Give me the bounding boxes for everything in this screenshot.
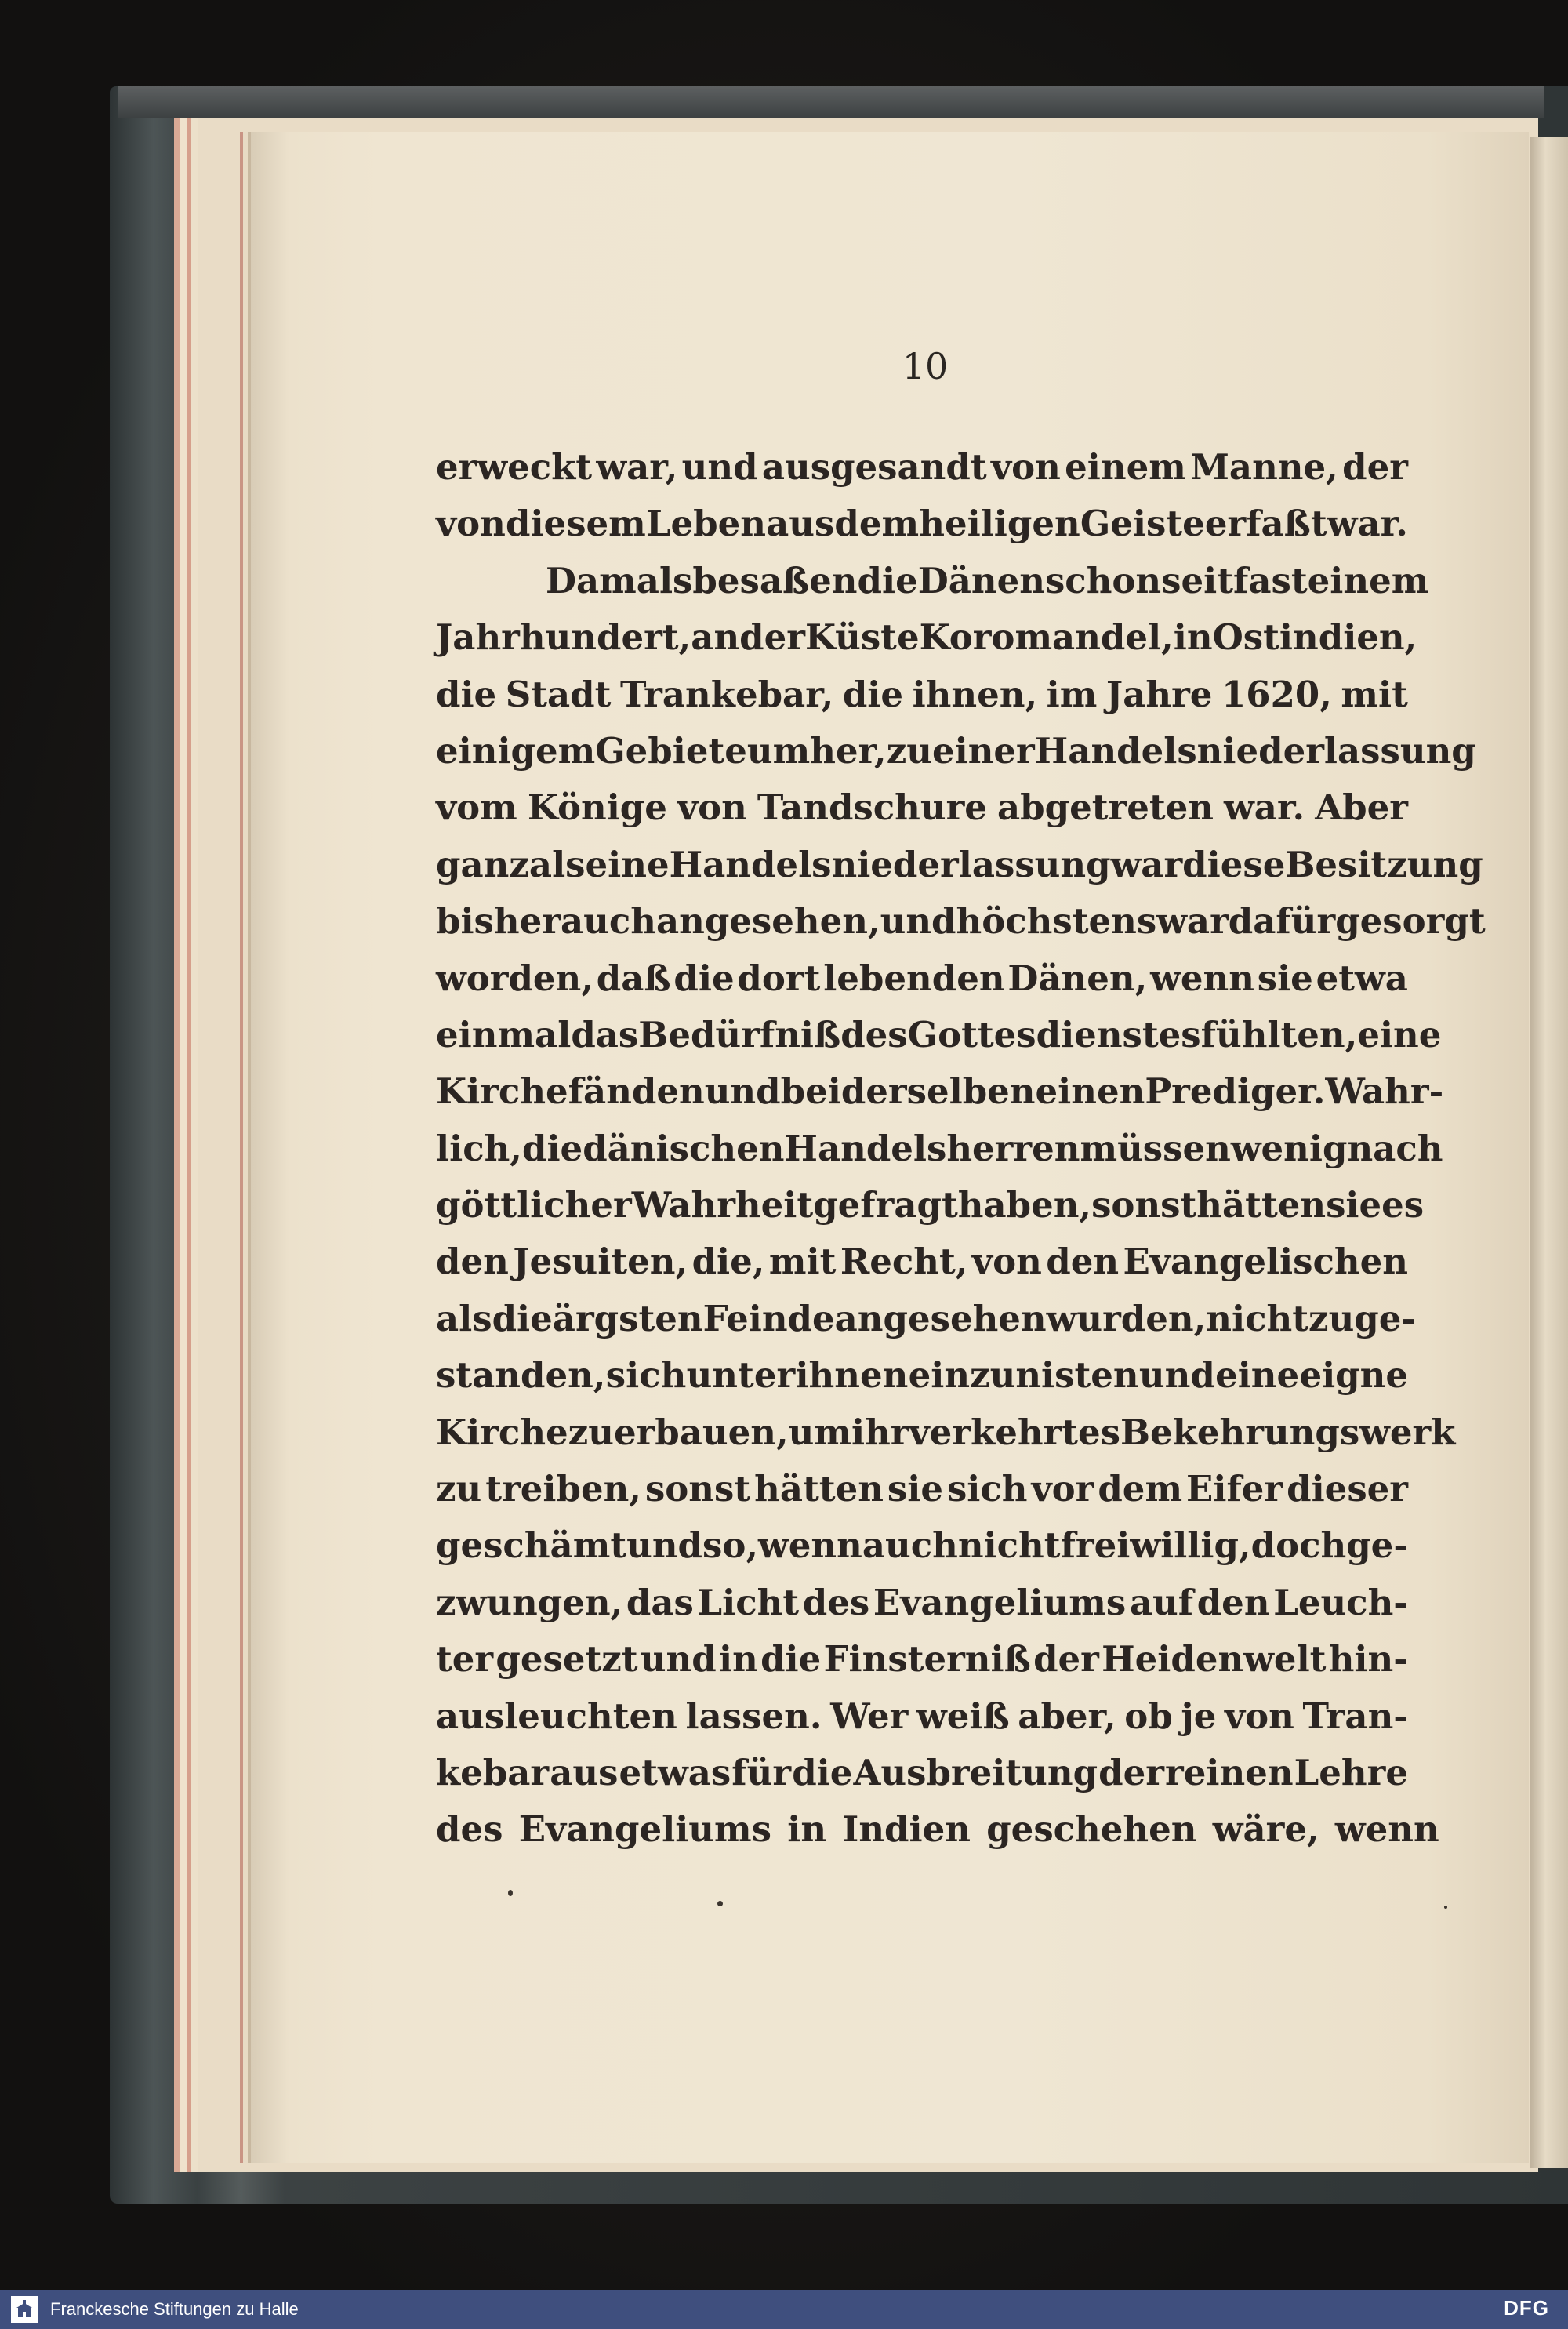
word: Könige — [527, 787, 667, 829]
word: nach — [1347, 1127, 1443, 1169]
word: dafür — [1228, 900, 1336, 943]
word: mit — [1341, 673, 1408, 715]
word: lich, — [436, 1127, 522, 1169]
word: ganz — [436, 843, 529, 885]
word: fast — [1233, 559, 1308, 601]
word: Kirche — [436, 1411, 568, 1453]
text-line — [436, 893, 1486, 950]
word: Ausbreitung — [853, 1751, 1098, 1793]
word: fänden — [568, 1070, 705, 1113]
word: von — [990, 446, 1061, 488]
text-line — [436, 1404, 1456, 1461]
word: sie — [1257, 957, 1313, 999]
word: von — [1224, 1695, 1294, 1737]
word: an — [691, 616, 740, 659]
word: zu — [886, 729, 932, 772]
word: als — [528, 843, 586, 885]
text-line — [436, 779, 1408, 836]
word: dem — [1098, 1468, 1183, 1510]
word: Handelsniederlassung — [1034, 729, 1476, 772]
word: vom — [436, 787, 517, 829]
text-line — [436, 1631, 1408, 1688]
text-line — [436, 1063, 1444, 1120]
word: die — [492, 1297, 553, 1339]
word: und — [640, 1638, 717, 1680]
text-line — [436, 1801, 1439, 1858]
text-line — [436, 723, 1476, 779]
book-cover-top-edge — [118, 86, 1544, 118]
word: ärgsten — [552, 1297, 703, 1339]
text-line — [436, 1234, 1408, 1290]
word: ter — [436, 1638, 494, 1680]
word: in — [787, 1808, 827, 1851]
word: Tran- — [1302, 1695, 1408, 1737]
word: des — [840, 1013, 908, 1055]
text-line — [436, 1461, 1408, 1517]
word: auf — [1129, 1581, 1194, 1623]
word: Handelsniederlassung — [669, 843, 1111, 885]
word: um — [788, 1411, 851, 1453]
word: ge- — [1346, 1524, 1408, 1567]
word: einem — [1065, 446, 1186, 488]
word: den — [1196, 1581, 1270, 1623]
word: Wahr- — [1325, 1070, 1444, 1113]
word: Kirche — [436, 1070, 568, 1113]
word: die — [857, 559, 918, 601]
word: angesehen — [834, 1297, 1047, 1339]
next-page-edge — [1530, 137, 1568, 2168]
word: für — [731, 1751, 792, 1793]
word: hätten — [1196, 1184, 1327, 1226]
word: Gottesdienstes — [907, 1013, 1201, 1055]
word: ihnen — [795, 1354, 909, 1397]
word: zuge- — [1308, 1297, 1417, 1339]
word: des — [802, 1581, 870, 1623]
word: göttlicher — [436, 1184, 632, 1226]
word: Gebiete — [595, 729, 747, 772]
word: Manne, — [1190, 446, 1338, 488]
word: sonst — [1091, 1184, 1197, 1226]
word: der — [1033, 1638, 1099, 1680]
word: die — [436, 673, 497, 715]
word: der — [739, 616, 805, 659]
word: die, — [691, 1241, 765, 1283]
word: ob — [1124, 1695, 1173, 1737]
word: eigne — [1299, 1354, 1408, 1397]
word: etwa — [1316, 957, 1408, 999]
word: abgetreten — [997, 787, 1214, 829]
word: in — [719, 1638, 758, 1680]
word: von — [971, 1241, 1042, 1283]
word: wurden, — [1046, 1297, 1207, 1339]
ink-speck — [508, 1890, 513, 1896]
word: wenn — [1150, 957, 1254, 999]
word: Jahrhundert, — [436, 616, 691, 659]
word: war — [1110, 843, 1183, 885]
word: geschämt — [436, 1524, 627, 1567]
word: Ostindien, — [1212, 616, 1417, 659]
word: im — [1046, 673, 1098, 715]
word: Eifer — [1186, 1468, 1283, 1510]
word: reinen — [1165, 1751, 1294, 1793]
word: eine — [1357, 1013, 1442, 1055]
word: Damals — [546, 559, 693, 601]
word: des — [436, 1808, 503, 1851]
word: lebenden — [823, 957, 1005, 999]
word: ihnen, — [912, 673, 1038, 715]
word: Jahre — [1105, 673, 1213, 715]
word: auch — [560, 900, 656, 943]
word: Lehre — [1294, 1751, 1408, 1793]
word: Finsterniß — [823, 1638, 1031, 1680]
word: angesehen, — [655, 900, 880, 943]
word: bei — [780, 1070, 841, 1113]
text-line — [436, 1347, 1408, 1404]
word: je — [1181, 1695, 1217, 1737]
word: schon — [1044, 559, 1162, 601]
word: freiwillig, — [1060, 1524, 1251, 1567]
word: Bedürfniß — [638, 1013, 841, 1055]
word: ausgesandt — [761, 446, 987, 488]
word: Geiste — [1080, 503, 1205, 545]
word: heiligen — [919, 503, 1080, 545]
institution-logo-icon — [11, 2296, 38, 2323]
word: von — [436, 503, 506, 545]
word: diese — [1182, 843, 1286, 885]
word: Leuch- — [1273, 1581, 1408, 1623]
word: als — [436, 1297, 492, 1339]
word: daß — [596, 957, 671, 999]
word: Dänen, — [1007, 957, 1148, 999]
ink-speck — [717, 1901, 723, 1906]
word: und — [681, 446, 758, 488]
word: seit — [1161, 559, 1234, 601]
word: das — [571, 1013, 639, 1055]
word: den — [1046, 1241, 1120, 1283]
word: die — [673, 957, 735, 999]
word: einem — [1307, 559, 1429, 601]
word: auch — [862, 1524, 958, 1567]
word: hin- — [1328, 1638, 1408, 1680]
word: es — [1381, 1184, 1425, 1226]
word: hätten — [754, 1468, 884, 1510]
word: war. — [1327, 503, 1408, 545]
word: wäre, — [1212, 1808, 1319, 1851]
word: zu — [436, 1468, 482, 1510]
word: Handelsherren — [784, 1127, 1080, 1169]
word: diesem — [506, 503, 646, 545]
word: etwas — [619, 1751, 731, 1793]
footer-bar — [0, 2290, 1568, 2329]
word: das — [626, 1581, 694, 1623]
word: höchstens — [956, 900, 1157, 943]
word: Evangelischen — [1123, 1241, 1408, 1283]
word: haben, — [957, 1184, 1092, 1226]
word: der — [1342, 446, 1408, 488]
word: die — [760, 1638, 822, 1680]
text-line — [436, 837, 1483, 893]
word: sie — [887, 1468, 943, 1510]
word: müssen — [1080, 1127, 1231, 1169]
word: aus — [766, 503, 835, 545]
word: Küste — [804, 616, 920, 659]
word: Trankebar, — [619, 673, 834, 715]
text-line — [436, 950, 1408, 1007]
word: verkehrtes — [909, 1411, 1121, 1453]
word: wenn — [758, 1524, 862, 1567]
text-line — [436, 609, 1417, 666]
word: sie — [1326, 1184, 1382, 1226]
word: worden, — [436, 957, 593, 999]
word: Licht — [697, 1581, 800, 1623]
word: einer — [931, 729, 1035, 772]
word: und — [626, 1524, 703, 1567]
text-line — [436, 1291, 1417, 1347]
word: nicht — [957, 1524, 1061, 1567]
word: standen, — [436, 1354, 606, 1397]
word: Indien — [842, 1808, 971, 1851]
word: die — [842, 673, 904, 715]
word: 1620, — [1221, 673, 1332, 715]
word: aber, — [1018, 1695, 1116, 1737]
word: war, — [596, 446, 678, 488]
word: Jesuiten, — [513, 1241, 688, 1283]
word: einmal — [436, 1013, 572, 1055]
word: wenn — [1334, 1808, 1439, 1851]
word: dieser — [1287, 1468, 1408, 1510]
text-line — [436, 439, 1408, 496]
word: mit — [768, 1241, 837, 1283]
word: besaßen — [692, 559, 858, 601]
word: unter — [686, 1354, 796, 1397]
word: gefragt — [813, 1184, 958, 1226]
word: gesetzt — [495, 1638, 638, 1680]
word: Wahrheit — [631, 1184, 814, 1226]
word: eine — [1215, 1354, 1300, 1397]
word: dort — [737, 957, 821, 999]
word: Feinde — [702, 1297, 835, 1339]
word: ihr — [851, 1411, 909, 1453]
text-line — [436, 1575, 1408, 1631]
word: und — [704, 1070, 781, 1113]
word: einzunisten — [908, 1354, 1139, 1397]
word: Tandschure — [757, 787, 987, 829]
word: zwungen, — [436, 1581, 623, 1623]
body-text — [436, 439, 1486, 1858]
word: aus — [550, 1751, 619, 1793]
word: Leben — [645, 503, 766, 545]
word: lassen. — [685, 1695, 822, 1737]
word: Aber — [1315, 787, 1408, 829]
word: einigem — [436, 729, 596, 772]
word: erfaßt — [1204, 503, 1327, 545]
word: die — [792, 1751, 853, 1793]
ink-speck — [1444, 1906, 1447, 1909]
page-number: 10 — [902, 345, 949, 387]
word: sonst — [644, 1468, 751, 1510]
text-line — [436, 553, 1429, 609]
word: war. — [1224, 787, 1305, 829]
word: nicht — [1206, 1297, 1309, 1339]
institution-name: Franckesche Stiftungen zu Halle — [50, 2299, 299, 2319]
text-line — [436, 496, 1408, 552]
word: geschehen — [986, 1808, 1197, 1851]
text-line — [436, 1007, 1442, 1063]
word: Evangeliums — [518, 1808, 771, 1851]
word: dem — [834, 503, 920, 545]
word: Besitzung — [1285, 843, 1483, 885]
word: treiben, — [485, 1468, 641, 1510]
word: Dänen — [917, 559, 1045, 601]
word: Recht, — [840, 1241, 968, 1283]
word: erweckt — [436, 446, 593, 488]
word: den — [436, 1241, 509, 1283]
word: vor — [1031, 1468, 1094, 1510]
word: Stadt — [505, 673, 612, 715]
word: gesorgt — [1335, 900, 1486, 943]
word: Bekehrungswerk — [1120, 1411, 1456, 1453]
word: Heidenwelt — [1102, 1638, 1327, 1680]
word: Evangeliums — [873, 1581, 1127, 1623]
word: erbauen, — [613, 1411, 789, 1453]
text-line — [436, 1121, 1443, 1177]
word: war — [1156, 900, 1229, 943]
word: und — [880, 900, 956, 943]
word: eine — [585, 843, 670, 885]
word: wenig — [1230, 1127, 1348, 1169]
word: die — [521, 1127, 583, 1169]
text-line — [436, 1688, 1408, 1745]
word: Prediger. — [1145, 1070, 1326, 1113]
word: doch — [1250, 1524, 1347, 1567]
word: einen — [1035, 1070, 1145, 1113]
word: sich — [605, 1354, 687, 1397]
text-line — [436, 1177, 1425, 1234]
word: fühlten, — [1200, 1013, 1358, 1055]
word: in — [1173, 616, 1213, 659]
word: Koromandel, — [919, 616, 1174, 659]
word: ausleuchten — [436, 1695, 677, 1737]
word: kebar — [436, 1751, 550, 1793]
word: dänischen — [583, 1127, 785, 1169]
word: so, — [702, 1524, 759, 1567]
word: sich — [946, 1468, 1028, 1510]
word: und — [1138, 1354, 1215, 1397]
word: umher, — [746, 729, 887, 772]
text-line — [436, 667, 1408, 723]
word: der — [1098, 1751, 1164, 1793]
word: weiß — [916, 1695, 1010, 1737]
word: bisher — [436, 900, 561, 943]
dfg-logo: DFG — [1504, 2296, 1549, 2320]
word: derselben — [840, 1070, 1036, 1113]
text-line — [436, 1745, 1408, 1801]
word: Wer — [830, 1695, 909, 1737]
word: von — [677, 787, 747, 829]
text-line — [436, 1517, 1408, 1574]
word: zu — [568, 1411, 614, 1453]
